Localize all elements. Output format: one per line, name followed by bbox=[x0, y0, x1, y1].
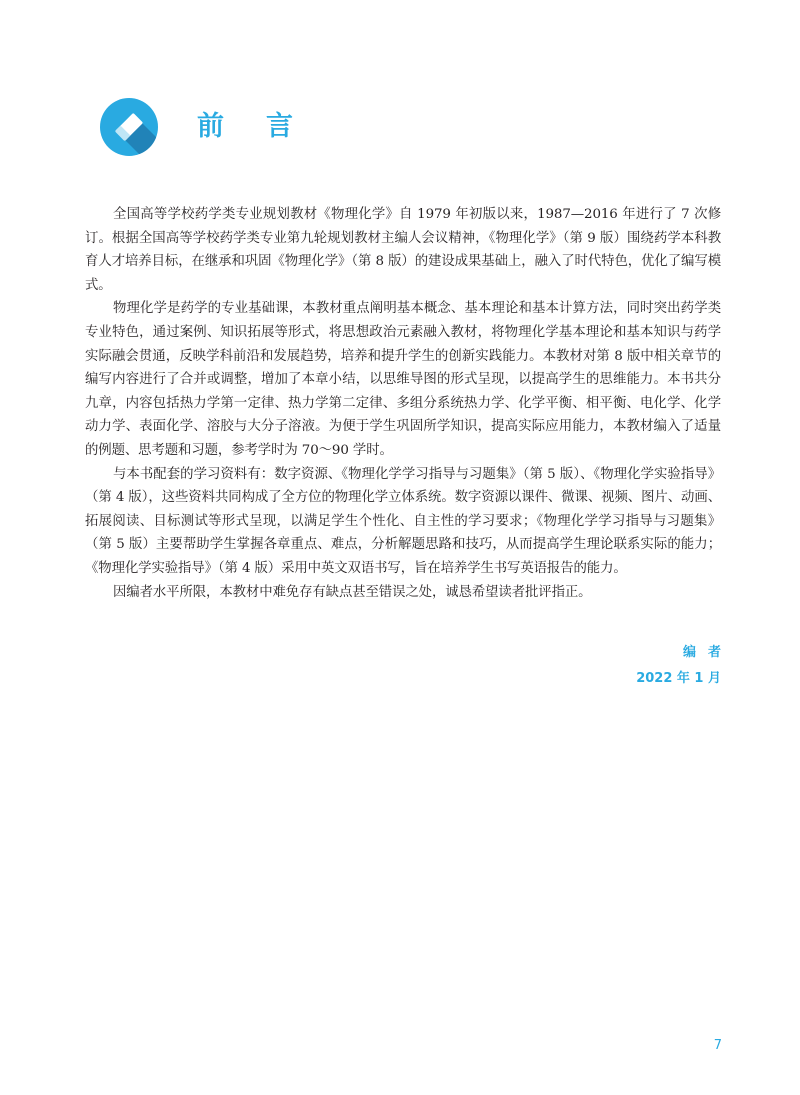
paragraph: 物理化学是药学的专业基础课，本教材重点阐明基本概念、基本理论和基本计算方法，同时突出药学类专业特色，通过案例、知识拓展等形式，将思想政治元素融入教材，将物理化学基本理论和基本知识与药学实际融会贯通，反映学科前沿和发展趋势，培养和提升学生的创新实践能力。本教材对第 8 版中相关章节的编写内容进行了合并或调整，增加了本章小结，以思维导图的形式呈现，以提高学生的思维能力。本书共分九章，内容包括热力学第一定律、热力学第二定律、多组分系统热力学、化学平衡、相平衡、电化学、化学动力学、表面化学、溶胶与大分子溶液。为便于学生巩固所学知识，提高实际应用能力，本教材编入了适量的例题、思考题和习题，参考学时为 70～90 学时。 bbox=[85, 301, 721, 458]
signature-date: 2022 年 1 月 bbox=[636, 671, 721, 686]
paragraph: 全国高等学校药学类专业规划教材《物理化学》自 1979 年初版以来，1987—2016 年进行了 7 次修订。根据全国高等学校药学类专业第九轮规划教材主编人会议精神，《物理化学》（第 9 版）围绕药学本科教育人才培养目标，在继承和巩固《物理化学》（第 8 版）的建设成果基础上，融入了时代特色，优化了编写模式。 bbox=[85, 207, 721, 293]
signature-author: 编者 bbox=[682, 645, 733, 660]
preface-body bbox=[85, 203, 721, 604]
page-number: 7 bbox=[713, 1038, 722, 1053]
paragraph: 因编者水平所限，本教材中难免存有缺点甚至错误之处，诚恳希望读者批评指正。 bbox=[113, 584, 592, 600]
pencil-icon bbox=[100, 98, 158, 156]
paragraph: 与本书配套的学习资料有：数字资源、《物理化学学习指导与习题集》（第 5 版）、《物理化学实验指导》（第 4 版），这些资料共同构成了全方位的物理化学立体系统。数字资源以课件、微课、视频、图片、动画、拓展阅读、目标测试等形式呈现，以满足学生个性化、自主性的学习要求；《物理化学学习指导与习题集》（第 5 版）主要帮助学生掌握各章重点、难点，分析解题思路和技巧，从而提高学生理论联系实际的能力；《物理化学实验指导》（第 4 版）采用中英文双语书写，旨在培养学生书写英语报告的能力。 bbox=[85, 466, 721, 576]
page-title: 前言 bbox=[197, 111, 335, 142]
